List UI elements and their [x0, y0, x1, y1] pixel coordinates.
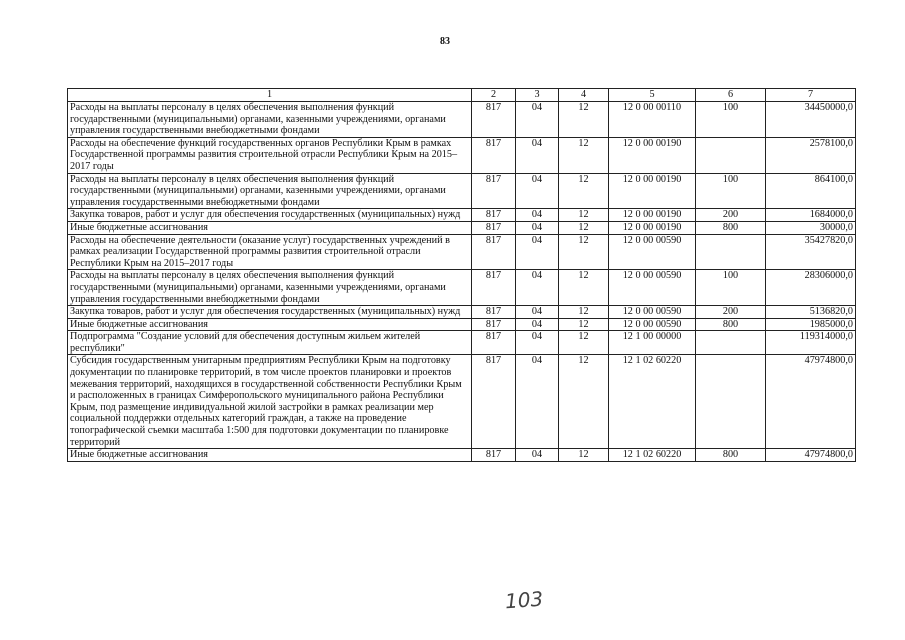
header-col-2: 2 — [472, 89, 516, 102]
handwritten-page-number: 103 — [504, 586, 544, 614]
row-name: Расходы на обеспечение деятельности (оказание услуг) государственных учреждений в рамках реализации Государственной программы развития строительной отрасли Республики Крым на 2015–2017 годы — [68, 234, 472, 270]
row-amount: 119314000,0 — [766, 331, 856, 355]
row-ved-code: 817 — [472, 137, 516, 173]
row-section-code: 04 — [516, 449, 559, 462]
row-target-article: 12 1 02 60220 — [609, 449, 696, 462]
row-ved-code: 817 — [472, 318, 516, 331]
row-name: Иные бюджетные ассигнования — [68, 221, 472, 234]
row-amount: 47974800,0 — [766, 449, 856, 462]
row-expense-type: 100 — [696, 270, 766, 306]
table-row — [68, 270, 856, 306]
table-row — [68, 102, 856, 138]
row-expense-type — [696, 234, 766, 270]
table-row — [68, 209, 856, 222]
row-ved-code: 817 — [472, 449, 516, 462]
row-subsection-code: 12 — [559, 137, 609, 173]
row-name: Расходы на обеспечение функций государственных органов Республики Крым в рамках Государственной программы развития строительной отрасли Республики Крым на 2015–2017 годы — [68, 137, 472, 173]
row-section-code: 04 — [516, 331, 559, 355]
row-expense-type: 200 — [696, 209, 766, 222]
row-target-article: 12 1 02 60220 — [609, 355, 696, 449]
row-amount: 864100,0 — [766, 173, 856, 209]
row-target-article: 12 0 00 00190 — [609, 137, 696, 173]
row-amount: 1985000,0 — [766, 318, 856, 331]
row-target-article: 12 0 00 00190 — [609, 221, 696, 234]
row-expense-type — [696, 137, 766, 173]
row-section-code: 04 — [516, 221, 559, 234]
row-subsection-code: 12 — [559, 270, 609, 306]
budget-table — [67, 88, 856, 462]
row-expense-type: 800 — [696, 449, 766, 462]
row-ved-code: 817 — [472, 270, 516, 306]
table-row — [68, 234, 856, 270]
table-row — [68, 331, 856, 355]
header-row — [68, 89, 856, 102]
row-ved-code: 817 — [472, 221, 516, 234]
table-row — [68, 221, 856, 234]
row-subsection-code: 12 — [559, 234, 609, 270]
row-section-code: 04 — [516, 270, 559, 306]
row-expense-type — [696, 355, 766, 449]
table-row — [68, 173, 856, 209]
page-number: 83 — [440, 36, 450, 47]
row-name: Иные бюджетные ассигнования — [68, 318, 472, 331]
row-expense-type — [696, 331, 766, 355]
header-col-4: 4 — [559, 89, 609, 102]
table-row — [68, 449, 856, 462]
row-ved-code: 817 — [472, 102, 516, 138]
row-ved-code: 817 — [472, 209, 516, 222]
row-name: Закупка товаров, работ и услуг для обеспечения государственных (муниципальных) нужд — [68, 306, 472, 319]
row-subsection-code: 12 — [559, 449, 609, 462]
header-col-1: 1 — [68, 89, 472, 102]
row-subsection-code: 12 — [559, 306, 609, 319]
row-name: Субсидия государственным унитарным предприятиям Республики Крым на подготовку документации по планировке территорий, в том числе проектов планировки и проектов межевания территорий, находящихся в государственной собственности Республики Крым и расположенных в границах Симферопольского муниципального района Республики Крым, под размещение индивидуальной жилой застройки в рамках реализации мер социальной поддержки отдельных категорий граждан, а также на проведение топографической съемки масштаба 1:500 для подготовки документации по планировке территорий — [68, 355, 472, 449]
row-ved-code: 817 — [472, 355, 516, 449]
row-ved-code: 817 — [472, 234, 516, 270]
row-target-article: 12 0 00 00590 — [609, 318, 696, 331]
row-amount: 5136820,0 — [766, 306, 856, 319]
row-expense-type: 800 — [696, 221, 766, 234]
table-row — [68, 306, 856, 319]
header-col-3: 3 — [516, 89, 559, 102]
header-col-7: 7 — [766, 89, 856, 102]
row-name: Расходы на выплаты персоналу в целях обеспечения выполнения функций государственными (муниципальными) органами, казенными учреждениями, органами управления государственными внебюджетными фондами — [68, 102, 472, 138]
row-name: Иные бюджетные ассигнования — [68, 449, 472, 462]
row-amount: 30000,0 — [766, 221, 856, 234]
row-name: Закупка товаров, работ и услуг для обеспечения государственных (муниципальных) нужд — [68, 209, 472, 222]
row-amount: 2578100,0 — [766, 137, 856, 173]
row-expense-type: 100 — [696, 102, 766, 138]
row-section-code: 04 — [516, 234, 559, 270]
row-amount: 34450000,0 — [766, 102, 856, 138]
table-row — [68, 137, 856, 173]
row-amount: 1684000,0 — [766, 209, 856, 222]
row-subsection-code: 12 — [559, 102, 609, 138]
header-col-5: 5 — [609, 89, 696, 102]
row-name: Расходы на выплаты персоналу в целях обеспечения выполнения функций государственными (муниципальными) органами, казенными учреждениями, органами управления государственными внебюджетными фондами — [68, 270, 472, 306]
row-amount: 47974800,0 — [766, 355, 856, 449]
row-target-article: 12 0 00 00190 — [609, 209, 696, 222]
row-amount: 35427820,0 — [766, 234, 856, 270]
row-amount: 28306000,0 — [766, 270, 856, 306]
row-subsection-code: 12 — [559, 221, 609, 234]
row-target-article: 12 0 00 00590 — [609, 306, 696, 319]
row-target-article: 12 0 00 00590 — [609, 234, 696, 270]
row-subsection-code: 12 — [559, 355, 609, 449]
row-ved-code: 817 — [472, 331, 516, 355]
table-row — [68, 355, 856, 449]
row-target-article: 12 0 00 00190 — [609, 173, 696, 209]
row-section-code: 04 — [516, 318, 559, 331]
row-section-code: 04 — [516, 306, 559, 319]
row-subsection-code: 12 — [559, 318, 609, 331]
row-section-code: 04 — [516, 209, 559, 222]
row-section-code: 04 — [516, 137, 559, 173]
row-subsection-code: 12 — [559, 331, 609, 355]
row-section-code: 04 — [516, 355, 559, 449]
row-subsection-code: 12 — [559, 173, 609, 209]
header-col-6: 6 — [696, 89, 766, 102]
row-target-article: 12 1 00 00000 — [609, 331, 696, 355]
row-expense-type: 800 — [696, 318, 766, 331]
row-ved-code: 817 — [472, 173, 516, 209]
row-target-article: 12 0 00 00110 — [609, 102, 696, 138]
row-name: Подпрограмма "Создание условий для обеспечения доступным жильем жителей республики" — [68, 331, 472, 355]
row-section-code: 04 — [516, 173, 559, 209]
row-section-code: 04 — [516, 102, 559, 138]
row-name: Расходы на выплаты персоналу в целях обеспечения выполнения функций государственными (муниципальными) органами, казенными учреждениями, органами управления государственными внебюджетными фондами — [68, 173, 472, 209]
row-ved-code: 817 — [472, 306, 516, 319]
row-subsection-code: 12 — [559, 209, 609, 222]
row-target-article: 12 0 00 00590 — [609, 270, 696, 306]
row-expense-type: 200 — [696, 306, 766, 319]
table-row — [68, 318, 856, 331]
row-expense-type: 100 — [696, 173, 766, 209]
